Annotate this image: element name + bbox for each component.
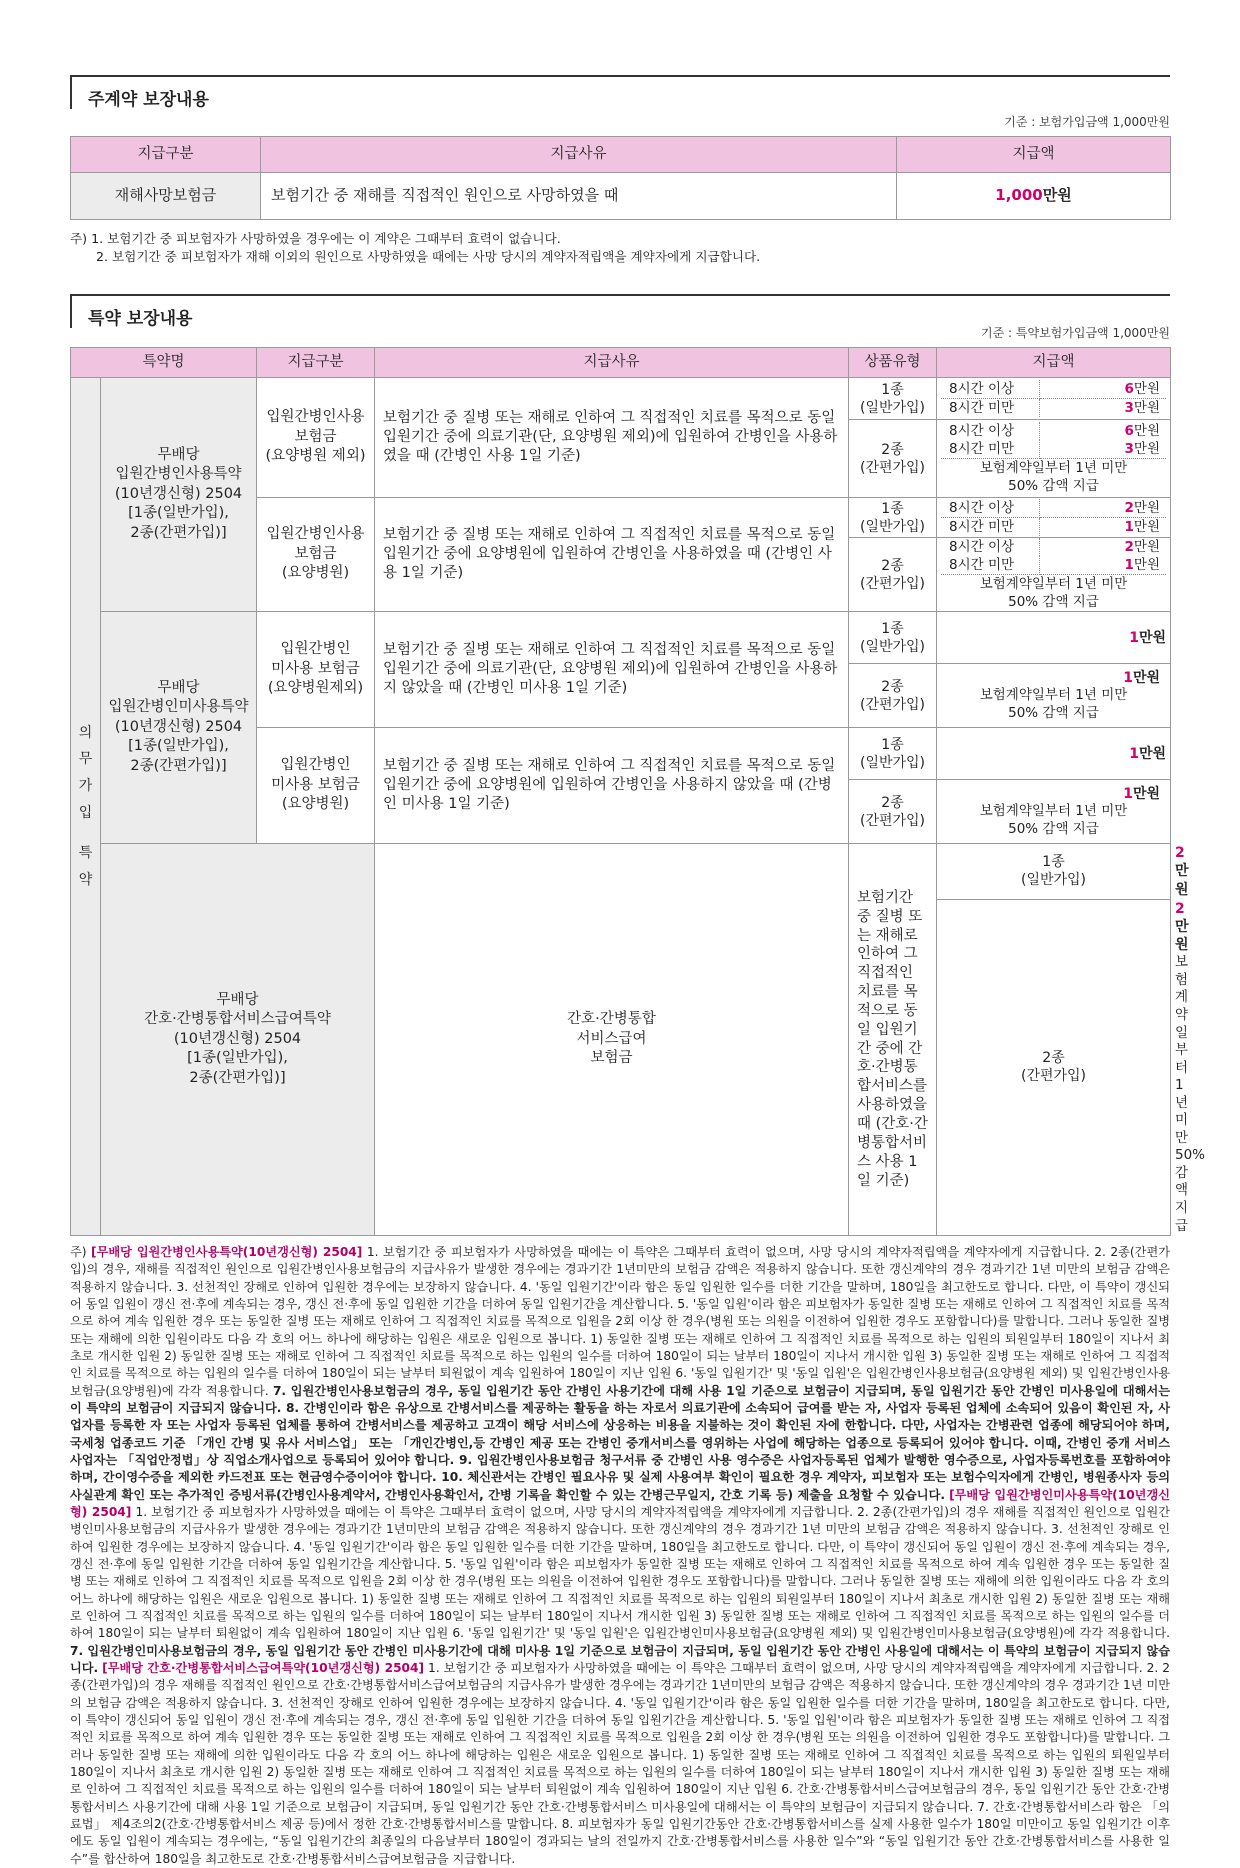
amount-subtable	[941, 538, 1166, 611]
type-line: 2종	[881, 678, 904, 695]
type-cell	[937, 899, 1171, 1235]
table-row: 2종 (간편가입) 2만원 보험계약일부터 1년 미만 50% 감액 지급	[71, 899, 1171, 1235]
kind-line: 보험금	[294, 428, 337, 445]
hours-label: 8시간 미만	[941, 556, 1040, 575]
rider-basis: 기준 : 특약보험가입금액 1,000만원	[981, 326, 1170, 341]
amount-value	[1040, 538, 1167, 556]
reason-cell: 보험기간 중 질병 또는 재해로 인하여 그 직접적인 치료를 목적으로 동일 입원기간 중에 의료기관(단, 요양병원 제외)에 입원하여 간병인을 사용하지 않았을 때 (간병인 미사용 1일 기준)	[375, 612, 849, 728]
amount-value	[1040, 399, 1167, 418]
header-reason: 지급사유	[375, 348, 849, 378]
reason-cell: 보험기간 중 질병 또는 재해로 인하여 그 직접적인 치료를 목적으로 동일 입원기간 중에 요양병원에 입원하여 간병인을 사용하였을 때 (간병인 사용 1일 기준)	[375, 498, 849, 612]
reduction-note: 50% 감액 지급	[1008, 478, 1099, 495]
rider-name-line: 무배당	[157, 446, 200, 463]
amount-number: 2	[1124, 500, 1134, 517]
hours-label: 8시간 미만	[941, 440, 1040, 459]
mandatory-rider-label	[71, 378, 101, 1236]
amount-cell	[937, 612, 1171, 664]
amount-number: 2	[1175, 900, 1185, 917]
side-char: 약	[78, 871, 93, 888]
type-line: (간편가입)	[859, 459, 926, 476]
rider-name-line: 입원간병인미사용특약	[108, 699, 249, 716]
amount-unit: 만원	[1133, 519, 1160, 536]
amount-unit: 만원	[1133, 557, 1160, 574]
reason-cell: 보험기간 중 질병 또는 재해로 인하여 그 직접적인 치료를 목적으로 동일 입원기간 중에 의료기관(단, 요양병원 제외)에 입원하여 간병인을 사용하였을 때 (간병인 사용 1일 기준)	[375, 378, 849, 498]
header-amount: 지급액	[897, 137, 1171, 173]
amount-number: 6	[1124, 381, 1134, 398]
main-category-cell: 재해사망보험금	[71, 172, 261, 219]
type-line: (간편가입)	[1020, 1068, 1087, 1085]
reduction-note: 50% 감액 지급	[1008, 594, 1099, 611]
hours-label: 8시간 미만	[941, 518, 1040, 537]
amount-value	[1040, 499, 1167, 518]
rider-name-line: [1종(일반가입),	[187, 1050, 288, 1067]
main-section-title: 주계약 보장내용	[70, 75, 1170, 109]
reason-cell: 보험기간 중 질병 또는 재해로 인하여 그 직접적인 치료를 목적으로 동일 입원기간 중에 간호·간병통합서비스를 사용하였을 때 (간호·간병통합서비스 사용 1일 기준)	[849, 844, 937, 1236]
kind-line: 입원간병인	[280, 641, 351, 658]
type-line: (일반가입)	[859, 399, 926, 416]
side-char: 의	[78, 724, 93, 741]
kind-line: (요양병원)	[281, 565, 350, 582]
type-line: 1종	[881, 736, 904, 753]
amount-cell	[937, 420, 1171, 498]
header-rider-name: 특약명	[71, 348, 257, 378]
amount-value	[1040, 518, 1167, 537]
table-row	[71, 844, 1171, 900]
kind-line: 입원간병인	[280, 757, 351, 774]
footnote-text-1: 1. 보험기간 중 피보험자가 사망하였을 때에는 이 특약은 그때부터 효력이 없으며, 사망 당시의 계약자적립액을 계약자에게 지급합니다. 2. 2종(간편가입)의 경우, 재해를 직접적인 원인으로 입원간병인사용보험금의 지급사유가 발생한 경우에는 경과기간 1년미만의 보험금 감액은 적용하지 않습니다. 또한 갱신계약의 경우 경과기간 1년 미만의 보험금 감액은 적용하지 않습니다. 3. 선천적인 장해로 인하여 입원한 경우에는 보장하지 않습니다. 4. '동일 입원기간'이라 함은 동일 입원한 일수를 더한 기간을 말하며, 180일을 최고한도로 합니다. 다만, 이 특약이 갱신되어 동일 입원이 갱신 전·후에 계속되는 경우, 갱신 전·후에 동일 입원한 기간을 더하여 동일 입원기간을 계산합니다. 5. '동일 입원'이라 함은 피보험자가 동일한 질병 또는 재해로 인하여 그 직접적인 치료를 목적으로 하여 계속 입원한 경우 또는 동일한 질병 또는 재해로 인하여 그 직접적인 치료를 목적으로 입원을 2회 이상 한 경우(병원 또는 의원을 이전하여 입원한 경우도 포함합니다)를 말합니다. 그러나 동일한 질병 또는 재해에 의한 입원이라도 다음 각 호의 어느 하나에 해당하는 입원은 새로운 입원으로 봅니다. 1) 동일한 질병 또는 재해로 인하여 그 직접적인 치료를 목적으로 하는 입원의 퇴원일부터 180일이 지나서 최초로 개시한 입원 2) 동일한 질병 또는 재해로 인하여 그 직접적인 치료를 목적으로 하는 입원의 일수를 더하여 180일이 되는 날부터 180일이 지나서 개시한 입원 3) 동일한 질병 또는 재해로 인하여 그 직접적인 치료를 목적으로 하는 입원의 일수를 더하여 180일이 되는 날부터 퇴원없이 계속 입원하여 180일이 지난 입원 6. '동일 입원기간' 및 '동일 입원'은 입원간병인사용보험금(요양병원 제외) 및 입원간병인사용보험금(요양병원)에 각각 적용합니다.	[70, 1245, 1170, 1398]
kind-line: (요양병원)	[281, 796, 350, 813]
rider-name-line: (10년갱신형) 2504	[114, 485, 243, 502]
amount-unit: 만원	[1138, 745, 1166, 762]
hours-label: 8시간 이상	[941, 380, 1040, 399]
side-char: 무	[78, 751, 93, 768]
rider-coverage-table	[70, 347, 1206, 1236]
type-cell	[849, 728, 937, 780]
rider-name-line: [1종(일반가입),	[128, 738, 229, 755]
amount-number: 3	[1124, 400, 1134, 417]
header-amount: 지급액	[937, 348, 1171, 378]
rider-name-line: (10년갱신형) 2504	[173, 1030, 302, 1047]
amount-number: 2	[1124, 539, 1134, 556]
rider-name-1	[101, 378, 257, 612]
type-line: 2종	[1042, 1050, 1065, 1067]
reduction-note: 보험계약일부터 1년 미만	[979, 803, 1128, 820]
amount-cell	[937, 538, 1171, 612]
type-line: 1종	[881, 500, 904, 517]
amount-number: 6	[1124, 423, 1134, 440]
table-row	[71, 612, 1171, 664]
main-header-row	[71, 137, 1171, 173]
amount-number: 1	[1124, 557, 1134, 574]
amount-unit: 만원	[1138, 629, 1166, 646]
kind-line: 입원간병인사용	[266, 526, 365, 543]
table-row	[71, 378, 1171, 420]
header-type: 상품유형	[849, 348, 937, 378]
kind-cell	[375, 844, 849, 1236]
rider-name-3	[101, 844, 375, 1236]
amount-value	[1040, 556, 1167, 575]
type-line: (일반가입)	[859, 518, 926, 535]
amount-number: 1	[1123, 786, 1133, 803]
header-kind: 지급구분	[257, 348, 375, 378]
kind-cell	[257, 612, 375, 728]
kind-cell	[257, 728, 375, 844]
reduction-note: 보험계약일부터 1년 미만	[979, 576, 1128, 593]
type-cell	[849, 378, 937, 420]
rider-header-row	[71, 348, 1171, 378]
footnote-title-2: [무배당 입원간병인미사용특약(10년갱신형) 2504]	[70, 1487, 1170, 1519]
hours-label: 8시간 이상	[941, 499, 1040, 518]
type-cell	[849, 612, 937, 664]
footnote-bold-2: 7. 입원간병인미사용보험금의 경우, 동일 입원기간 동안 간병인 미사용기간에 대해 미사용 1일 기준으로 보험금이 지급되며, 동일 입원기간 동안 간병인 사용일에 대해서는 이 특약의 보험금이 지급되지 않습니다.	[70, 1643, 1170, 1675]
amount-unit: 만원	[1132, 670, 1160, 687]
rider-footnotes	[70, 1244, 1170, 1868]
amount-number: 1	[1124, 519, 1134, 536]
amount-value	[1040, 380, 1167, 399]
rider-name-line: 입원간병인사용특약	[115, 466, 242, 483]
kind-line: (요양병원 제외)	[265, 448, 366, 465]
footnote-title-3: [무배당 간호·간병통합서비스급여특약(10년갱신형) 2504]	[102, 1660, 425, 1675]
type-cell	[849, 538, 937, 612]
reduction-note: 보험계약일부터 1년 미만	[979, 687, 1128, 704]
hours-label: 8시간 이상	[941, 422, 1040, 440]
main-amount-cell	[897, 172, 1171, 219]
rider-name-line: 무배당	[216, 991, 259, 1008]
type-line: (일반가입)	[1020, 872, 1087, 889]
type-cell	[937, 844, 1171, 900]
kind-line: 입원간병인사용	[266, 409, 365, 426]
main-reason-cell: 보험기간 중 재해를 직접적인 원인으로 사망하였을 때	[261, 172, 897, 219]
main-note-1: 주) 1. 보험기간 중 피보험자가 사망하였을 경우에는 이 계약은 그때부터 효력이 없습니다.	[70, 230, 561, 246]
type-line: (간편가입)	[859, 812, 926, 829]
reduction-note: 50% 감액 지급	[1008, 820, 1099, 837]
amount-unit: 만원	[1133, 441, 1160, 458]
type-line: 1종	[881, 381, 904, 398]
footnote-title-1: [무배당 입원간병인사용특약(10년갱신형) 2504]	[91, 1245, 363, 1260]
rider-name-line: 2종(간편가입)]	[189, 1069, 286, 1086]
amount-unit: 만원	[1133, 500, 1160, 517]
main-basis: 기준 : 보험가입금액 1,000만원	[1004, 115, 1170, 129]
amount-cell	[937, 498, 1171, 538]
header-category: 지급구분	[71, 137, 261, 173]
footnote-text-3: 1. 보험기간 중 피보험자가 사망하였을 때에는 이 특약은 그때부터 효력이 없으며, 사망 당시의 계약자적립액을 계약자에게 지급합니다. 2. 2종(간편가입)의 경우 재해를 직접적인 원인으로 간호·간병통합서비스급여보험금의 지급사유가 발생한 경우에는 경과기간 1년미만의 보험금 감액은 적용하지 않습니다. 또한 갱신계약의 경우 경과기간 1년 미만의 보험금 감액은 적용하지 않습니다. 3. 선천적인 장해로 인하여 입원한 경우에는 보장하지 않습니다. 4. '동일 입원기간'이라 함은 동일 입원한 일수를 더한 기간을 말하며, 180일을 최고한도로 합니다. 다만, 이 특약이 갱신되어 동일 입원이 갱신 전·후에 계속되는 경우, 갱신 전·후에 동일 입원한 기간을 더하여 동일 입원기간을 계산합니다. 5. '동일 입원'이라 함은 피보험자가 동일한 질병 또는 재해로 인하여 그 직접적인 치료를 목적으로 하여 계속 입원한 경우 또는 동일한 질병 또는 재해로 인하여 그 직접적인 치료를 목적으로 입원을 2회 이상 한 경우(병원 또는 의원을 이전하여 입원한 경우도 포함합니다)를 말합니다. 그러나 동일한 질병 또는 재해에 의한 입원이라도 다음 각 호의 어느 하나에 해당하는 입원은 새로운 입원으로 봅니다. 1) 동일한 질병 또는 재해로 인하여 그 직접적인 치료를 목적으로 하는 입원의 퇴원일부터 180일이 지나서 최초로 개시한 입원 2) 동일한 질병 또는 재해로 인하여 그 직접적인 치료를 목적으로 하는 입원의 일수를 더하여 180일이 되는 날부터 180일이 지나서 개시한 입원 3) 동일한 질병 또는 재해로 인하여 그 직접적인 치료를 목적으로 하는 입원의 일수를 더하여 180일이 되는 날부터 퇴원없이 계속 입원하여 180일이 지난 입원 6. 간호·간병통합서비스급여보험금의 경우, 동일 입원기간 동안 간호·간병통합서비스 사용기간에 대해 사용 1일 기준으로 보험금이 지급되며, 동일 입원기간 동안 간호·간병통합서비스 미사용일에 대해서는 이 특약의 보험금이 지급되지 않습니다. 7. 간호·간병통합서비스라 함은 「의료법」 제4조의2(간호·간병통합서비스 제공 등)에서 정한 간호·간병통합서비스를 말합니다. 8. 피보험자가 동일 입원기간동안 간호·간병통합서비스를 실제 사용한 일수가 180일 미만이고 동일 입원기간 이후에도 동일 입원이 계속되는 경우에는, “동일 입원기간의 최종일의 다음날부터 180일이 경과되는 날의 전일까지 간호·간병통합서비스를 사용한 일수”와 “동일 입원기간 동안 간호·간병통합서비스를 사용한 일수”를 합산하여 180일을 최고한도로 간호·간병통합서비스급여보험금을 지급합니다.	[70, 1660, 1170, 1866]
kind-line: 보험금	[590, 1050, 633, 1067]
reduction-note: 보험계약일부터 1년 미만	[979, 460, 1128, 477]
amount-number: 1	[1123, 670, 1133, 687]
kind-line: 서비스급여	[576, 1030, 647, 1047]
amount-number: 3	[1124, 441, 1134, 458]
amount-number: 2	[1175, 845, 1185, 862]
amount-cell	[937, 780, 1171, 844]
type-line: 1종	[881, 620, 904, 637]
rider-section-title: 특약 보장내용	[70, 294, 1170, 328]
side-char: 입	[78, 804, 93, 821]
amount-unit: 만원	[1175, 918, 1189, 954]
hours-label: 8시간 미만	[941, 399, 1040, 418]
type-cell	[849, 664, 937, 728]
kind-line: (요양병원제외)	[267, 680, 364, 697]
kind-line: 미사용 보험금	[271, 660, 360, 677]
amount-cell	[937, 378, 1171, 420]
amount-unit: 만원	[1175, 863, 1189, 898]
page	[70, 75, 1206, 1868]
amount-subtable	[941, 422, 1166, 495]
kind-line: 간호·간병통합	[567, 1011, 656, 1028]
footnote-bold-1: 7. 입원간병인사용보험금의 경우, 동일 입원기간 동안 간병인 사용기간에 대해 사용 1일 기준으로 보험금이 지급되며, 동일 입원기간 동안 간병인 미사용일에 대해서는 이 특약의 보험금이 지급되지 않습니다. 8. 간병인이라 함은 유상으로 간병서비스를 제공하는 활동을 하는 자로서 의료기관에 소속되어 급여를 받는 자, 사업자 등록된 업체에 소속되어 있음이 확인된 자, 사업자를 등록한 자 또는 사업자 등록된 업체를 통하여 간병서비스를 제공하고 고객이 해당 서비스에 상응하는 비용을 지불하는 것이 확인된 자에 한합니다. 다만, 사업자는 간병관련 업종에 해당되어야 하며, 국세청 업종코드 기준 「개인 간병 및 유사 서비스업」 또는 「개인간병인,등 간병인 제공 또는 간병인 중개서비스를 영위하는 사업에 해당하는 업종으로 등록되어 있어야 합니다. 이때, 간병인 중개 서비스 사업자는 「직업안정법」상 직업소개사업으로 등록되어 있어야 합니다. 9. 입원간병인사용보험금 청구서류 중 간병인 사용 영수증은 사업자등록된 업체가 발행한 영수증으로, 사업자등록번호를 포함하여야 하며, 간이영수증을 제외한 카드전표 또는 현금영수증이어야 합니다. 10. 체신관서는 간병인 필요사유 및 실제 사용여부 확인이 필요한 경우 계약자, 피보험자 또는 보험수익자에게 간병인, 병원종사자 등의 사실관계 확인 또는 추가적인 증빙서류(간병인사용계약서, 간병인사용확인서, 간병 기록을 확인할 수 있는 간병근무일지, 간호 기록 등) 제출을 요청할 수 있습니다.	[70, 1383, 1170, 1502]
amount-cell	[937, 664, 1171, 728]
amount-unit: 만원	[1133, 539, 1160, 556]
type-line: (간편가입)	[859, 696, 926, 713]
type-line: (일반가입)	[859, 754, 926, 771]
amount-number: 1	[1129, 745, 1139, 762]
hours-label: 8시간 이상	[941, 538, 1040, 556]
rider-name-line: 간호·간병통합서비스급여특약	[144, 1011, 331, 1028]
amount-cell	[937, 728, 1171, 780]
footnote-text-2: 1. 보험기간 중 피보험자가 사망하였을 때에는 이 특약은 그때부터 효력이 없으며, 사망 당시의 계약자적립액을 계약자에게 지급합니다. 2. 2종(간편가입)의 경우 재해를 직접적인 원인으로 입원간병인미사용보험금의 지급사유가 발생한 경우에는 경과기간 1년미만의 보험금 감액은 적용하지 않습니다. 또한 갱신계약의 경우 경과기간 1년 미만의 보험금 감액은 적용하지 않습니다. 3. 선천적인 장해로 인하여 입원한 경우에는 보장하지 않습니다. 4. '동일 입원기간'이라 함은 동일 입원한 일수를 더한 기간을 말하며, 180일을 최고한도로 합니다. 다만, 이 특약이 갱신되어 동일 입원이 갱신 전·후에 계속되는 경우, 갱신 전·후에 동일 입원한 기간을 더하여 동일 입원기간을 계산합니다. 5. '동일 입원'이라 함은 피보험자가 동일한 질병 또는 재해로 인하여 그 직접적인 치료를 목적으로 하여 계속 입원한 경우 또는 동일한 질병 또는 재해로 인하여 그 직접적인 치료를 목적으로 입원을 2회 이상 한 경우(병원 또는 의원을 이전하여 입원한 경우도 포함합니다)를 말합니다. 그러나 동일한 질병 또는 재해에 의한 입원이라도 다음 각 호의 어느 하나에 해당하는 입원은 새로운 입원으로 봅니다. 1) 동일한 질병 또는 재해로 인하여 그 직접적인 치료를 목적으로 하는 입원의 퇴원일부터 180일이 지나서 최초로 개시한 입원 2) 동일한 질병 또는 재해로 인하여 그 직접적인 치료를 목적으로 하는 입원의 일수를 더하여 180일이 되는 날부터 180일이 지나서 개시한 입원 3) 동일한 질병 또는 재해로 인하여 그 직접적인 치료를 목적으로 하는 입원의 일수를 더하여 180일이 되는 날부터 퇴원없이 계속 입원하여 180일이 지난 입원 6. '동일 입원기간' 및 '동일 입원'은 입원간병인미사용보험금(요양병원 제외) 및 입원간병인미사용보험금(요양병원)에 각각 적용합니다.	[70, 1504, 1170, 1641]
side-spacer	[74, 826, 97, 840]
main-row	[71, 172, 1171, 219]
kind-line: 보험금	[294, 545, 337, 562]
type-line: 2종	[881, 794, 904, 811]
type-line: 2종	[881, 557, 904, 574]
type-line: (간편가입)	[859, 575, 926, 592]
side-char: 가	[78, 778, 93, 795]
amount-subtable	[941, 499, 1166, 536]
footnote-prefix: 주)	[70, 1245, 92, 1260]
type-cell	[849, 420, 937, 498]
type-cell	[849, 498, 937, 538]
amount-subtable	[941, 380, 1166, 417]
type-line: (일반가입)	[859, 638, 926, 655]
amount-value	[1040, 440, 1167, 459]
main-amount-unit: 만원	[1042, 186, 1072, 205]
rider-name-line: 2종(간편가입)]	[130, 758, 227, 775]
reason-cell: 보험기간 중 질병 또는 재해로 인하여 그 직접적인 치료를 목적으로 동일 입원기간 중에 요양병원에 입원하여 간병인을 사용하지 않았을 때 (간병인 미사용 1일 기준)	[375, 728, 849, 844]
rider-name-line: 2종(간편가입)]	[130, 525, 227, 542]
amount-number: 1	[1129, 629, 1139, 646]
type-line: 2종	[881, 441, 904, 458]
type-line: 1종	[1042, 854, 1065, 871]
amount-unit: 만원	[1132, 786, 1160, 803]
amount-value	[1040, 422, 1167, 440]
main-coverage-table	[70, 136, 1171, 220]
main-note-2: 2. 보험기간 중 피보험자가 재해 이외의 원인으로 사망하였을 때에는 사망 당시의 계약자적립액을 계약자에게 지급합니다.	[96, 249, 761, 265]
side-char: 특	[78, 845, 93, 862]
amount-unit: 만원	[1133, 423, 1160, 440]
kind-line: 미사용 보험금	[271, 776, 360, 793]
amount-unit: 만원	[1133, 381, 1160, 398]
rider-name-2	[101, 612, 257, 844]
type-cell	[849, 780, 937, 844]
amount-unit: 만원	[1133, 400, 1160, 417]
main-amount-value: 1,000	[995, 186, 1043, 205]
reduction-note: 50% 감액 지급	[1008, 704, 1099, 721]
kind-cell	[257, 378, 375, 498]
rider-name-line: 무배당	[157, 679, 200, 696]
rider-name-line: [1종(일반가입),	[128, 505, 229, 522]
rider-name-line: (10년갱신형) 2504	[114, 718, 243, 735]
main-notes	[70, 230, 1170, 267]
kind-cell	[257, 498, 375, 612]
header-reason: 지급사유	[261, 137, 897, 173]
